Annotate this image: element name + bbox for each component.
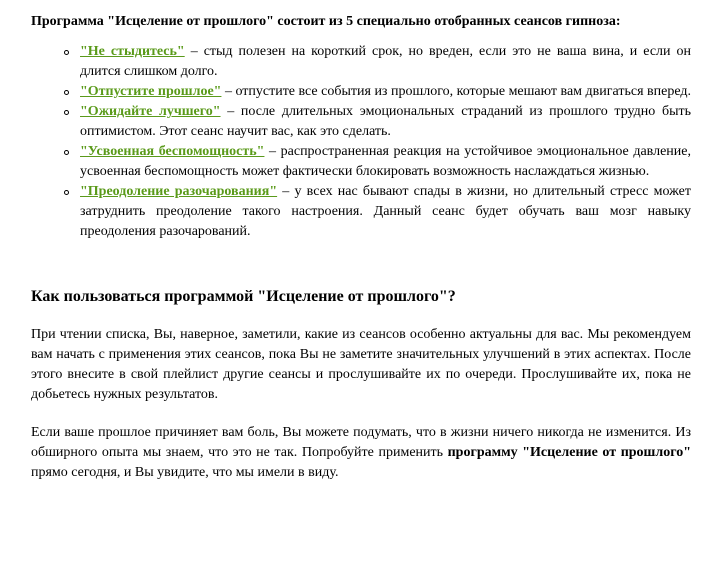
list-item: [80, 42, 691, 82]
circle-bullet-icon: [64, 190, 69, 195]
session-description: – после длительных эмоциональных страданий из прошлого трудно быть оптимистом. Этот сеанс научит вас, как это сделать.: [80, 104, 691, 139]
usage-paragraph: При чтении списка, Вы, наверное, заметили, какие из сеансов особенно актуальны для вас. Мы рекомендуем вам начать с применения этих сеансов, пока Вы не заметите значительных улучшений в этих аспектах. После этого внесите в свой плейлист другие сеансы и прослушивайте их по очереди. Прослушивайте их, пока не добьетесь нужных результатов.: [31, 327, 691, 402]
article-content: [31, 12, 691, 483]
circle-bullet-icon: [64, 50, 69, 55]
program-name-bold: программу "Исцеление от прошлого": [447, 445, 692, 460]
session-description: – стыд полезен на короткий срок, но вреден, если это не ваша вина, и если он длится слишком долго.: [80, 44, 691, 79]
session-link-usvoennaya-bespomoshchnost[interactable]: "Усвоенная беспомощность": [80, 144, 265, 159]
session-link-ozhidaite-luchshego[interactable]: "Ожидайте лучшего": [80, 104, 221, 119]
list-item: [80, 182, 691, 242]
list-item: [80, 102, 691, 142]
list-item: [80, 82, 691, 102]
list-item: [80, 142, 691, 182]
intro-text: Программа "Исцеление от прошлого" состоит из 5 специально отобранных сеансов гипноза:: [31, 14, 621, 29]
session-description: – отпустите все события из прошлого, которые мешают вам двигаться вперед.: [221, 84, 691, 99]
session-description: – у всех нас бывают спады в жизни, но длительный стресс может затруднить преодоление такого настроения. Данный сеанс будет обучать ваш мозг навыку преодоления разочарований.: [80, 184, 691, 239]
session-list: [31, 42, 691, 242]
session-link-ne-stydites[interactable]: "Не стыдитесь": [80, 44, 185, 59]
closing-paragraph: [31, 423, 691, 483]
session-description: – распространенная реакция на устойчивое эмоциональное давление, усвоенная беспомощность может фактически блокировать возможность наслаждаться жизнью.: [80, 144, 691, 179]
circle-bullet-icon: [64, 90, 69, 95]
closing-text-start: Если ваше прошлое причиняет вам боль, Вы можете подумать, что в жизни ничего никогда не изменится. Из обширного опыта мы знаем, что это не так. Попробуйте применить: [31, 425, 691, 460]
circle-bullet-icon: [64, 110, 69, 115]
closing-text-end: прямо сегодня, и Вы увидите, что мы имели в виду.: [31, 465, 339, 480]
session-link-otpustite-proshloe[interactable]: "Отпустите прошлое": [80, 84, 222, 99]
session-link-preodolenie-razocharovaniya[interactable]: "Преодоление разочарования": [80, 184, 278, 199]
circle-bullet-icon: [64, 150, 69, 155]
section-heading: Как пользоваться программой "Исцеление от прошлого"?: [31, 288, 456, 305]
